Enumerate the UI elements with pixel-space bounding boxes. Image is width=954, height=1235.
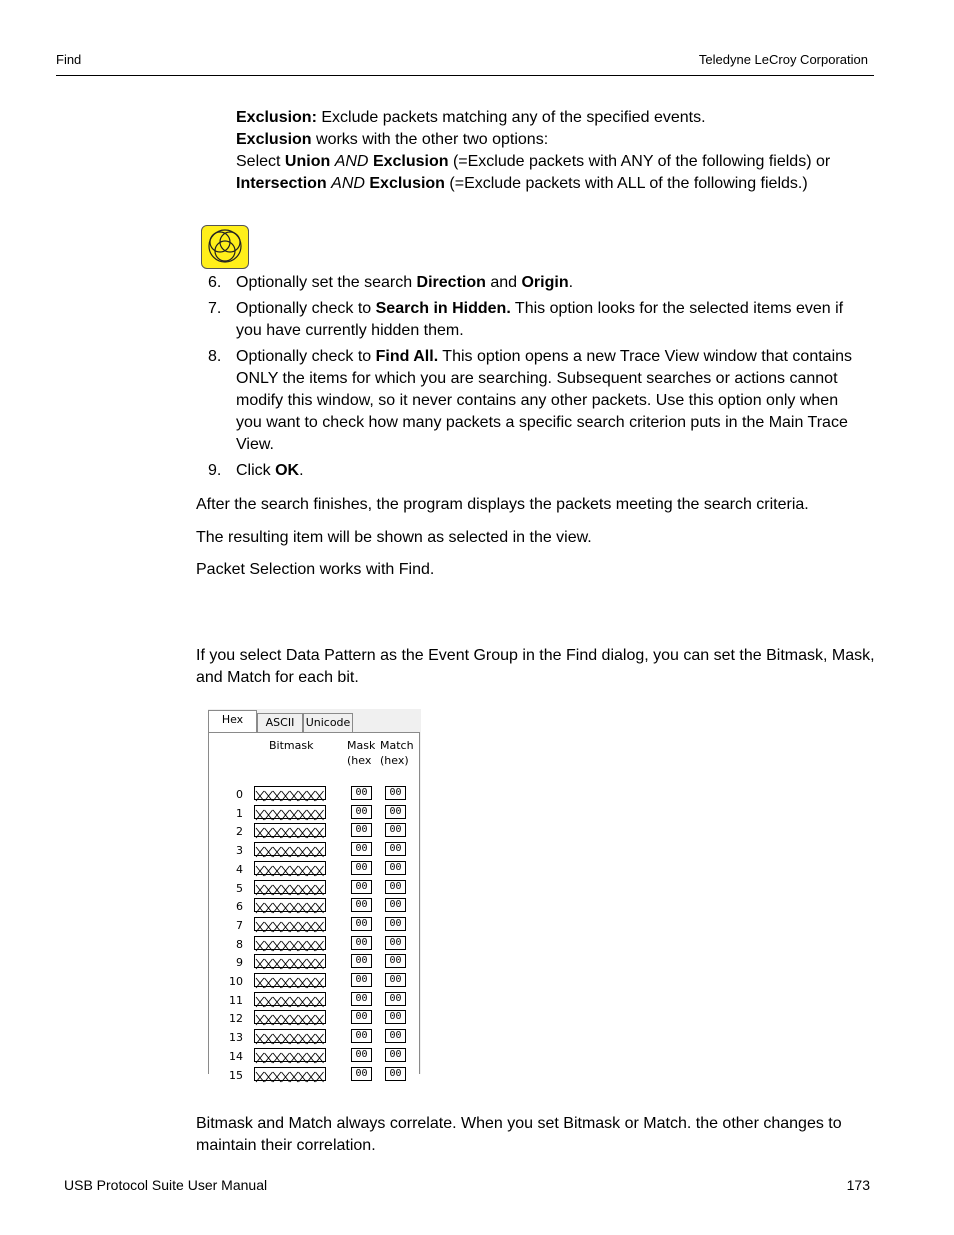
hex-panel [208,732,420,1082]
paragraph-resulting-item: The resulting item will be shown as selected in the view. [196,529,592,546]
step-text: Optionally check to [236,300,376,317]
step-text: . [568,274,574,291]
paragraph-data-pattern: If you select Data Pattern as the Event Group in the Find dialog, you can set the Bitmask, Mask, and Match for each bit. [196,647,875,686]
bit-index: 9 [236,956,243,970]
bitmask-field[interactable] [254,786,326,800]
encoding-tabs [208,709,421,733]
union-explanation: (=Exclude packets with ANY of the following fields) or [448,153,831,170]
step-text: Optionally check to [236,348,376,365]
bit-index: 13 [229,1031,243,1045]
bit-row [209,1029,421,1047]
mask-hex-field[interactable]: 00 [351,1029,372,1043]
bit-row [209,973,421,991]
exclusion-term: Exclusion: [236,109,317,126]
match-column-header [380,738,414,768]
bit-row [209,992,421,1010]
step-number: 9. [208,462,222,479]
bit-row [209,805,421,823]
bit-row [209,823,421,841]
bitmask-field[interactable] [254,954,326,968]
mask-hex-field[interactable]: 00 [351,842,372,856]
mask-hex-field[interactable]: 00 [351,973,372,987]
bitmask-column-header: Bitmask [269,739,314,752]
match-hex-field[interactable]: 00 [385,1048,406,1062]
match-hex-field[interactable]: 00 [385,786,406,800]
tab-unicode[interactable]: Unicode [303,713,353,732]
bitmask-field[interactable] [254,861,326,875]
bitmask-field[interactable] [254,823,326,837]
search-in-hidden-term: Search in Hidden. [375,300,511,317]
running-header-section: Find [56,52,82,67]
bitmask-field[interactable] [254,880,326,894]
match-hex-field[interactable]: 00 [385,917,406,931]
exclusion-description [236,107,866,195]
bit-index: 0 [236,788,243,801]
bit-index: 2 [236,825,243,839]
step-7 [208,298,868,342]
exclusion-text-2: works with the other two options: [311,131,549,148]
bit-index: 7 [236,918,243,932]
mask-hex-field[interactable]: 00 [351,992,372,1006]
bit-index: 1 [236,806,243,820]
mask-hex-field[interactable]: 00 [351,1048,372,1062]
step-number: 8. [208,348,222,365]
bit-row [209,842,421,860]
mask-hex-field[interactable]: 00 [351,917,372,931]
step-text: This option opens a new Trace View window that contains ONLY the items for which you are searching. Subsequent searches or actions cannot modify this window, so it never contains any other packets. Use this option only when you want to check how many packets a specific search criterion puts in the Main Trace View. [236,348,853,453]
bit-row [209,917,421,935]
direction-term: Direction [416,274,486,291]
page-number: 173 [846,1177,870,1193]
bit-index: 5 [236,881,243,895]
step-text: This option looks for the selected items even if you have currently hidden them. [236,300,844,339]
mask-hex-field[interactable]: 00 [351,861,372,875]
bit-row [209,898,421,916]
mask-hex-field[interactable]: 00 [351,823,372,837]
venn-diagram-icon [201,225,249,269]
step-text: . [299,462,304,479]
bit-index: 15 [229,1068,243,1082]
match-hex-field[interactable]: 00 [385,823,406,837]
bit-row [209,786,421,804]
header-divider [56,75,874,76]
origin-term: Origin [521,274,569,291]
footer-manual-title: USB Protocol Suite User Manual [64,1177,268,1193]
bitmask-field[interactable] [254,917,326,931]
procedure-steps [208,272,868,486]
step-text: Optionally set the search [236,274,417,291]
bit-row [209,1067,421,1085]
mask-header-line1: Mask [347,739,375,752]
exclusion-term-3: Exclusion [372,153,449,170]
bit-row [209,936,421,954]
match-hex-field[interactable]: 00 [385,842,406,856]
bitmask-field[interactable] [254,805,326,819]
paragraph-search-finishes: After the search finishes, the program displays the packets meeting the search criteria. [196,496,809,513]
exclusion-term-2: Exclusion [236,131,312,148]
step-6 [208,272,868,294]
bit-index: 14 [229,1049,243,1063]
mask-hex-field[interactable]: 00 [351,805,372,819]
step-8 [208,346,868,456]
mask-hex-field[interactable]: 00 [351,1010,372,1024]
match-hex-field[interactable]: 00 [385,936,406,950]
bit-index: 10 [229,975,243,988]
bitmask-field[interactable] [254,1048,326,1062]
bitmask-field[interactable] [254,936,326,950]
mask-header-line2: (hex [347,754,372,767]
mask-hex-field[interactable]: 00 [351,1067,372,1081]
bit-index: 8 [236,937,243,951]
find-all-term: Find All. [375,348,439,365]
mask-hex-field[interactable]: 00 [351,954,372,968]
match-hex-field[interactable]: 00 [385,898,406,912]
running-header-company: Teledyne LeCroy Corporation [698,52,868,67]
bitmask-field[interactable] [254,842,326,856]
tab-ascii[interactable]: ASCII [257,713,303,732]
bitmask-field[interactable] [254,898,326,912]
bit-index: 6 [236,900,243,914]
bit-row [209,880,421,898]
bitmask-field[interactable] [254,1029,326,1043]
match-hex-field[interactable]: 00 [385,880,406,894]
match-hex-field[interactable]: 00 [385,1067,406,1081]
step-number: 6. [208,274,222,291]
match-hex-field[interactable]: 00 [385,954,406,968]
mask-column-header [347,738,375,768]
union-term: Union [284,153,331,170]
match-header-line2: (hex) [380,754,409,767]
bit-index: 4 [236,862,243,876]
paragraph-packet-selection: Packet Selection works with Find. [196,561,435,578]
intersection-explanation: (=Exclude packets with ALL of the following fields.) [444,175,808,192]
match-hex-field[interactable]: 00 [385,861,406,875]
bitmask-field[interactable] [254,1010,326,1024]
intersection-term: Intersection [236,175,327,192]
mask-hex-field[interactable]: 00 [351,936,372,950]
match-hex-field[interactable]: 00 [385,805,406,819]
ok-term: OK [275,462,300,479]
step-number: 7. [208,300,222,317]
bit-index: 3 [236,844,243,858]
mask-hex-field[interactable]: 00 [351,786,372,800]
bitmask-field[interactable] [254,1067,326,1081]
exclusion-text: Exclude packets matching any of the specified events. [316,109,706,126]
tab-hex[interactable]: Hex [208,710,257,733]
select-text: Select [236,153,285,170]
bit-row [209,1010,421,1028]
step-text: and [485,274,522,291]
and-term: AND [334,153,369,170]
match-hex-field[interactable]: 00 [385,973,406,987]
bit-row [209,861,421,879]
exclusion-term-4: Exclusion [369,175,445,192]
step-9 [208,460,868,482]
match-header-line1: Match [380,739,414,752]
step-text: Click [236,462,276,479]
match-hex-field[interactable]: 00 [385,1029,406,1043]
paragraph-bitmask-correlation: Bitmask and Match always correlate. When you set Bitmask or Match. the other changes to maintain their correlation. [196,1115,842,1154]
data-pattern-dialog [208,709,421,1082]
bit-index: 11 [229,993,243,1007]
bit-row [209,954,421,972]
bitmask-field[interactable] [254,992,326,1006]
match-hex-field[interactable]: 00 [385,992,406,1006]
and-term-2: AND [331,175,365,192]
mask-hex-field[interactable]: 00 [351,898,372,912]
bitmask-field[interactable] [254,973,326,987]
mask-hex-field[interactable]: 00 [351,880,372,894]
bit-row [209,1048,421,1066]
bit-index: 12 [229,1012,243,1026]
match-hex-field[interactable]: 00 [385,1010,406,1024]
